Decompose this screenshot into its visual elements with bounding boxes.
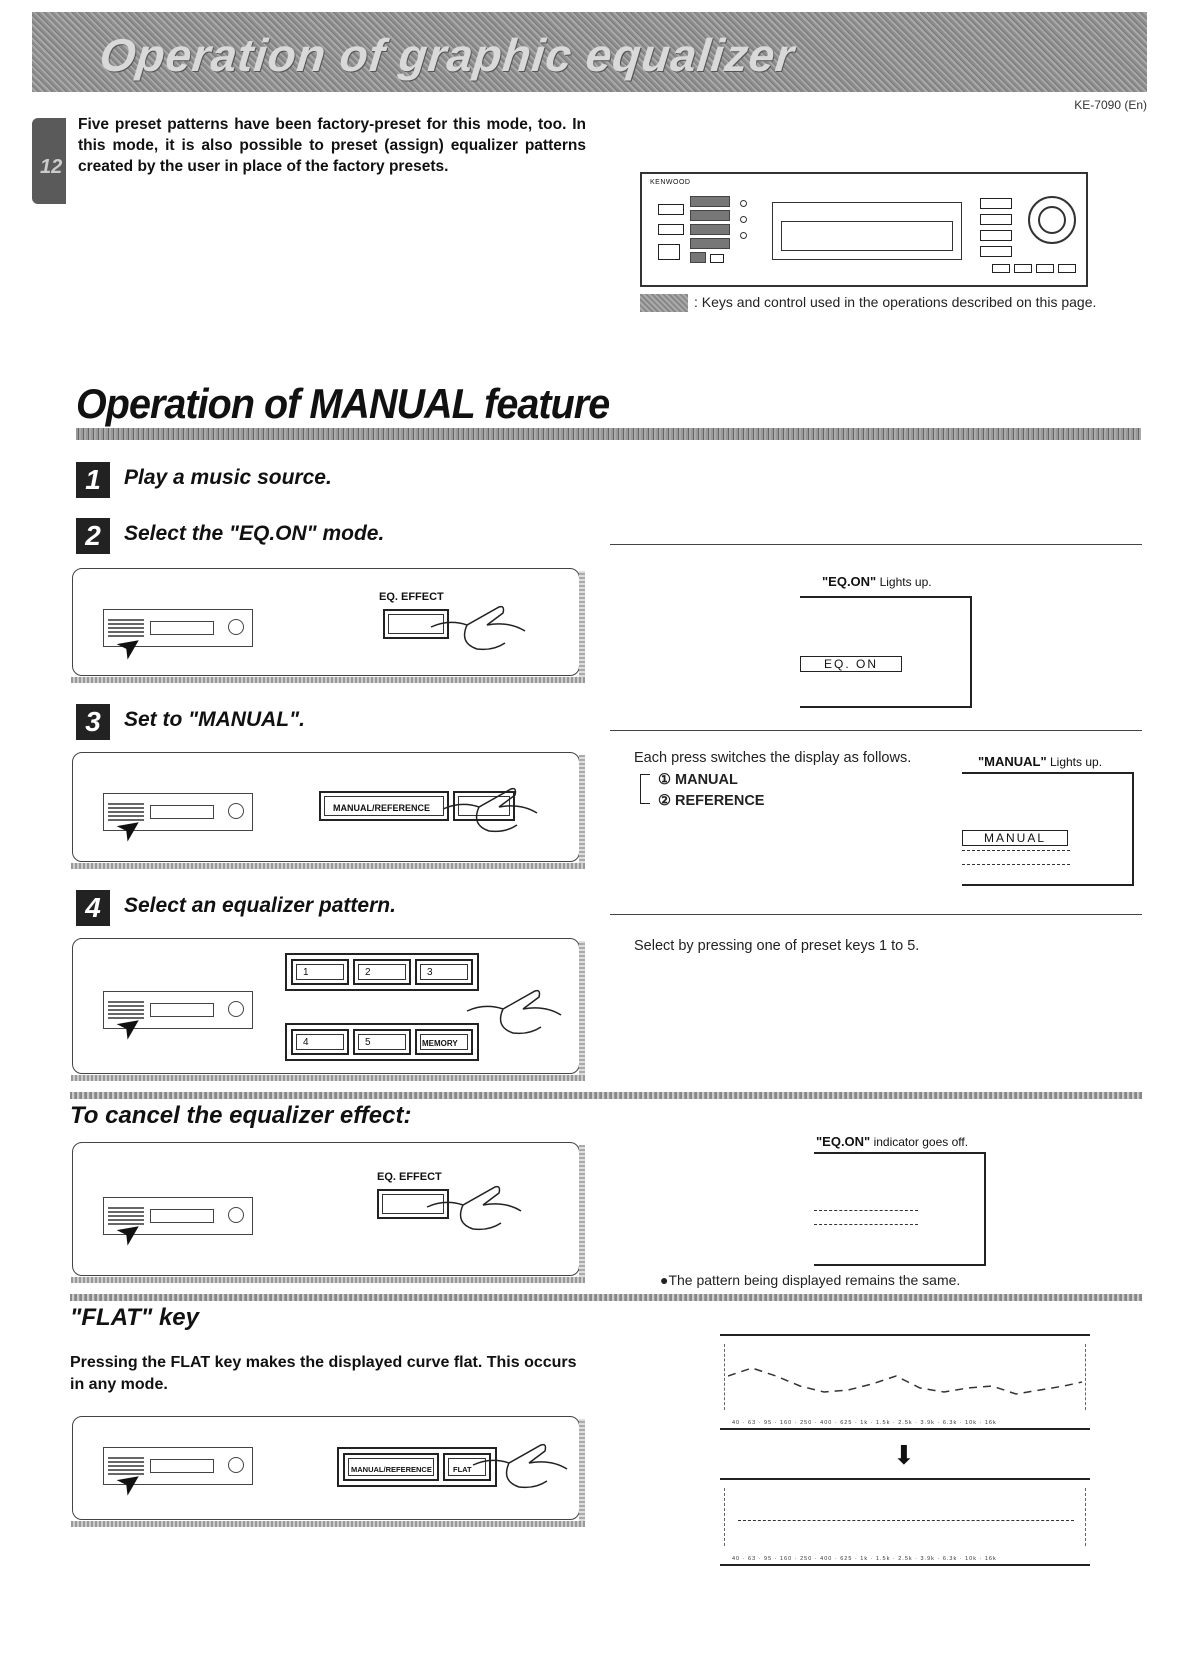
section-divider: [70, 1092, 1142, 1099]
step-1-text: Play a music source.: [124, 466, 332, 489]
step-2-text: Select the "EQ.ON" mode.: [124, 522, 385, 545]
legend-text: : Keys and control used in the operations described on this page.: [694, 294, 1097, 310]
preset-key-5[interactable]: 5: [353, 1029, 411, 1055]
step-3-text: Set to "MANUAL".: [124, 708, 305, 731]
cancel-note: ●The pattern being displayed remains the same.: [660, 1272, 961, 1288]
option-reference: ② REFERENCE: [658, 793, 765, 809]
model-code: KE-7090 (En): [1074, 98, 1147, 112]
device-led: [740, 216, 747, 223]
pressing-hand-icon: [465, 983, 565, 1043]
down-arrow-icon: ⬇: [893, 1440, 915, 1470]
pointer-arrow-icon: ➤: [109, 1211, 150, 1254]
step-4-description: Select by pressing one of preset keys 1 to 5.: [634, 938, 920, 954]
device-button: [1036, 264, 1054, 273]
separator: [610, 914, 1142, 915]
device-led: [740, 232, 747, 239]
eq-curve-dashes: [814, 1224, 918, 1225]
manual-indicator: MANUAL: [962, 830, 1068, 846]
device-button-highlight: [690, 196, 730, 207]
legend-swatch: [640, 294, 688, 312]
step-4-text: Select an equalizer pattern.: [124, 894, 396, 917]
flat-description: Pressing the FLAT key makes the displayed curve flat. This occurs in any mode.: [70, 1354, 577, 1393]
eq-curve-flat: [738, 1520, 1074, 1521]
device-button: [710, 254, 724, 263]
preset-key-group-top: [285, 953, 479, 991]
step-2-display: [800, 596, 972, 708]
device-display: [772, 202, 962, 260]
device-button-highlight: [690, 224, 730, 235]
option-manual: ① MANUAL: [658, 772, 738, 788]
device-button: [658, 244, 680, 260]
pointer-arrow-icon: ➤: [109, 625, 150, 668]
device-volume-knob: [1028, 196, 1076, 244]
device-button: [1014, 264, 1032, 273]
preset-key-2[interactable]: 2: [353, 959, 411, 985]
preset-key-group-bottom: [285, 1023, 479, 1061]
page-title: Operation of graphic equalizer: [97, 29, 798, 81]
eq-on-indicator: EQ. ON: [800, 656, 902, 672]
step-2-lcd-label: "EQ.ON" Lights up.: [822, 574, 932, 589]
pressing-hand-icon: [471, 1437, 571, 1497]
step-1-number: 1: [76, 462, 110, 498]
step-3-lcd-label: "MANUAL" Lights up.: [978, 754, 1103, 769]
manual-reference-key[interactable]: MANUAL/REFERENCE: [343, 1453, 439, 1481]
cancel-panel: [72, 1142, 580, 1276]
step-4-number: 4: [76, 890, 110, 926]
preset-key-4[interactable]: 4: [291, 1029, 349, 1055]
separator: [610, 544, 1142, 545]
intro-text: Five preset patterns have been factory-preset for this mode, too. In this mode, it is also possible to preset (assign) equalizer patterns created by the user in place of the factory presets.: [78, 116, 586, 175]
flat-panel: [72, 1416, 580, 1520]
page-tab-number: 12: [40, 156, 63, 178]
freq-labels: 40 · 63 · 95 · 160 · 250 · 400 · 625 · 1k · 1.5k · 2.5k · 3.9k · 6.3k · 10k · 16k: [732, 1556, 997, 1562]
step-2-number: 2: [76, 518, 110, 554]
eq-effect-label: EQ. EFFECT: [379, 591, 444, 603]
preset-key-1[interactable]: 1: [291, 959, 349, 985]
separator: [610, 730, 1142, 731]
device-button: [992, 264, 1010, 273]
eq-curve-dashes: [962, 850, 1070, 851]
page-tab: [32, 118, 66, 204]
section-title: Operation of MANUAL feature: [76, 380, 610, 427]
flat-title: "FLAT" key: [70, 1304, 199, 1331]
device-button: [658, 204, 684, 215]
step-3-panel: [72, 752, 580, 862]
flat-key[interactable]: FLAT: [443, 1453, 491, 1481]
device-button-highlight: [690, 210, 730, 221]
cycle-bracket: [640, 774, 650, 804]
pointer-arrow-icon: ➤: [109, 807, 150, 850]
section-underline: [76, 428, 1141, 440]
step-3-number: 3: [76, 704, 110, 740]
device-button: [980, 198, 1012, 209]
section-divider: [70, 1294, 1142, 1301]
manual-reference-key[interactable]: MANUAL/REFERENCE: [319, 791, 449, 821]
freq-labels: 40 · 63 · 95 · 160 · 250 · 400 · 625 · 1k · 1.5k · 2.5k · 3.9k · 6.3k · 10k · 16k: [732, 1420, 997, 1426]
device-button: [1058, 264, 1076, 273]
cancel-lcd-label: "EQ.ON" indicator goes off.: [816, 1134, 969, 1149]
memory-key[interactable]: MEMORY: [415, 1029, 473, 1055]
step-2-panel: [72, 568, 580, 676]
eq-graph-before: [720, 1334, 1090, 1430]
cancel-display: [814, 1152, 986, 1266]
device-led: [740, 200, 747, 207]
eq-curve-dashes: [814, 1210, 918, 1211]
device-brand: KENWOOD: [650, 179, 691, 186]
eq-graph-after: [720, 1478, 1090, 1566]
device-front-panel: [640, 172, 1088, 287]
device-button: [658, 224, 684, 235]
step-4-panel: [72, 938, 580, 1074]
pointer-arrow-icon: ➤: [109, 1005, 150, 1048]
device-button: [980, 246, 1012, 257]
step-3-display: [962, 772, 1134, 886]
device-button-highlight: [690, 238, 730, 249]
eq-curve-before: [728, 1346, 1082, 1406]
pressing-hand-icon: [429, 599, 529, 659]
eq-curve-dashes: [962, 864, 1070, 865]
step-3-description: Each press switches the display as follows.: [634, 750, 912, 766]
pressing-hand-icon: [425, 1179, 525, 1239]
eq-effect-label: EQ. EFFECT: [377, 1171, 442, 1183]
device-button: [980, 230, 1012, 241]
pointer-arrow-icon: ➤: [109, 1461, 150, 1504]
cancel-title: To cancel the equalizer effect:: [70, 1102, 412, 1129]
device-button-highlight: [690, 252, 706, 263]
device-button: [980, 214, 1012, 225]
pressing-hand-icon: [441, 781, 541, 841]
preset-key-3[interactable]: 3: [415, 959, 473, 985]
